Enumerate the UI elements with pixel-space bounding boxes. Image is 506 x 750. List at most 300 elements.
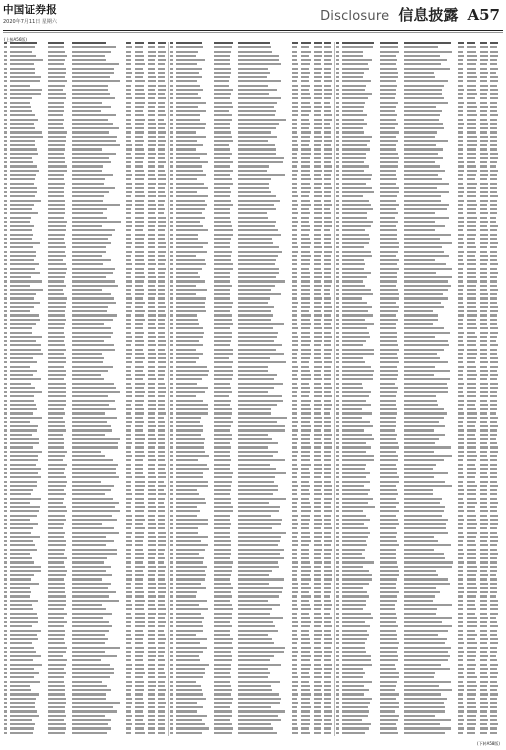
- table-cell: [301, 361, 309, 363]
- masthead: [0, 0, 506, 30]
- table-cell: [480, 157, 488, 159]
- table-cell: [158, 400, 165, 402]
- table-cell: [72, 498, 113, 500]
- table-cell: [238, 285, 275, 287]
- table-cell: [148, 280, 156, 282]
- table-cell: [4, 131, 7, 133]
- table-cell: [48, 102, 64, 104]
- table-cell: [4, 293, 7, 295]
- table-cell: [301, 323, 310, 325]
- table-cell: [467, 212, 476, 214]
- table-cell: [170, 706, 173, 708]
- table-cell: [158, 425, 165, 427]
- table-cell: [72, 489, 111, 491]
- table-cell: [214, 153, 232, 155]
- table-cell: [380, 681, 397, 683]
- table-cell: [126, 421, 132, 423]
- table-cell: [480, 370, 487, 372]
- table-cell: [135, 293, 144, 295]
- table-cell: [135, 153, 145, 155]
- table-cell: [324, 251, 332, 253]
- table-cell: [480, 719, 488, 721]
- table-cell: [176, 655, 199, 657]
- table-cell: [342, 221, 373, 223]
- table-cell: [72, 238, 108, 240]
- table-cell: [72, 515, 112, 517]
- table-cell: [314, 400, 321, 402]
- table-cell: [10, 208, 31, 210]
- table-cell: [324, 710, 332, 712]
- table-cell: [238, 395, 282, 397]
- table-cell: [158, 336, 165, 338]
- table-cell: [480, 323, 487, 325]
- table-cell: [404, 85, 444, 87]
- table-cell: [126, 242, 132, 244]
- table-cell: [238, 608, 272, 610]
- table-cell: [380, 97, 396, 99]
- table-cell: [301, 310, 309, 312]
- table-cell: [158, 76, 165, 78]
- table-cell: [404, 510, 444, 512]
- table-cell: [126, 553, 132, 555]
- table-cell: [480, 561, 488, 563]
- table-cell: [126, 225, 132, 227]
- table-row: [170, 732, 332, 736]
- table-cell: [301, 625, 310, 627]
- table-cell: [135, 608, 144, 610]
- table-cell: [314, 702, 321, 704]
- table-cell: [490, 374, 498, 376]
- table-cell: [72, 140, 116, 142]
- table-cell: [324, 59, 331, 61]
- table-cell: [4, 634, 7, 636]
- table-cell: [301, 566, 311, 568]
- table-cell: [336, 46, 339, 48]
- table-cell: [467, 361, 475, 363]
- table-cell: [404, 136, 434, 138]
- table-cell: [48, 161, 65, 163]
- table-cell: [458, 672, 464, 674]
- table-cell: [238, 195, 276, 197]
- table-cell: [380, 459, 399, 461]
- table-cell: [48, 472, 64, 474]
- table-cell: [490, 51, 498, 53]
- table-cell: [301, 327, 310, 329]
- table-cell: [458, 685, 464, 687]
- table-cell: [314, 715, 321, 717]
- table-cell: [342, 106, 364, 108]
- table-cell: [314, 693, 322, 695]
- table-cell: [170, 442, 173, 444]
- table-cell: [467, 178, 475, 180]
- table-cell: [10, 417, 42, 419]
- table-cell: [10, 114, 35, 116]
- table-cell: [336, 727, 339, 729]
- table-cell: [10, 489, 32, 491]
- table-cell: [214, 161, 233, 163]
- table-cell: [238, 655, 274, 657]
- table-cell: [4, 246, 7, 248]
- table-cell: [404, 42, 451, 44]
- table-cell: [404, 595, 435, 597]
- table-cell: [10, 46, 35, 48]
- table-cell: [72, 651, 105, 653]
- table-cell: [72, 693, 106, 695]
- table-cell: [148, 536, 156, 538]
- table-cell: [48, 549, 65, 551]
- table-cell: [148, 59, 155, 61]
- table-cell: [72, 664, 110, 666]
- table-cell: [490, 55, 498, 57]
- table-cell: [135, 136, 143, 138]
- table-cell: [292, 332, 298, 334]
- table-cell: [324, 289, 331, 291]
- table-cell: [170, 238, 173, 240]
- table-cell: [126, 153, 132, 155]
- table-cell: [314, 302, 321, 304]
- table-cell: [467, 234, 476, 236]
- table-cell: [170, 72, 173, 74]
- table-cell: [336, 621, 339, 623]
- table-cell: [4, 366, 7, 368]
- table-cell: [458, 361, 463, 363]
- table-cell: [158, 595, 165, 597]
- table-cell: [404, 412, 447, 414]
- table-cell: [342, 723, 370, 725]
- table-cell: [467, 187, 476, 189]
- table-cell: [314, 557, 321, 559]
- table-cell: [170, 672, 173, 674]
- table-cell: [301, 549, 309, 551]
- table-cell: [238, 51, 272, 53]
- table-cell: [292, 638, 298, 640]
- table-cell: [380, 455, 398, 457]
- table-cell: [126, 131, 132, 133]
- table-cell: [458, 387, 464, 389]
- table-cell: [148, 570, 156, 572]
- table-cell: [238, 464, 270, 466]
- table-cell: [135, 655, 143, 657]
- table-cell: [4, 502, 7, 504]
- table-cell: [458, 165, 464, 167]
- table-cell: [10, 344, 41, 346]
- table-cell: [324, 165, 332, 167]
- table-cell: [490, 438, 497, 440]
- table-cell: [301, 672, 309, 674]
- table-cell: [48, 251, 65, 253]
- table-cell: [301, 634, 309, 636]
- table-cell: [135, 613, 145, 615]
- table-cell: [238, 630, 278, 632]
- table-cell: [170, 297, 173, 299]
- table-cell: [176, 387, 208, 389]
- table-cell: [404, 485, 452, 487]
- table-cell: [158, 306, 166, 308]
- table-cell: [158, 136, 165, 138]
- table-cell: [314, 429, 321, 431]
- table-cell: [314, 85, 322, 87]
- table-cell: [158, 361, 166, 363]
- table-cell: [314, 157, 321, 159]
- table-cell: [4, 698, 7, 700]
- table-cell: [467, 378, 476, 380]
- table-cell: [148, 276, 155, 278]
- table-cell: [148, 468, 155, 470]
- table-cell: [324, 242, 331, 244]
- table-cell: [10, 268, 34, 270]
- table-row: [336, 732, 498, 736]
- table-cell: [342, 131, 363, 133]
- table-cell: [214, 723, 232, 725]
- table-cell: [342, 613, 370, 615]
- table-cell: [342, 578, 371, 580]
- table-cell: [480, 523, 488, 525]
- table-cell: [292, 246, 298, 248]
- table-cell: [490, 191, 497, 193]
- table-cell: [490, 655, 497, 657]
- table-cell: [301, 578, 310, 580]
- table-cell: [324, 119, 332, 121]
- table-cell: [324, 668, 332, 670]
- table-cell: [301, 604, 309, 606]
- table-cell: [72, 89, 108, 91]
- column-divider: [168, 42, 169, 736]
- table-cell: [292, 617, 297, 619]
- table-cell: [4, 268, 7, 270]
- table-cell: [292, 587, 298, 589]
- table-cell: [490, 234, 497, 236]
- table-cell: [467, 578, 475, 580]
- table-cell: [467, 634, 477, 636]
- table-cell: [292, 85, 298, 87]
- table-cell: [458, 148, 464, 150]
- table-cell: [176, 153, 207, 155]
- table-cell: [380, 727, 397, 729]
- table-cell: [490, 404, 497, 406]
- table-cell: [126, 229, 131, 231]
- table-cell: [380, 170, 396, 172]
- table-cell: [4, 46, 7, 48]
- table-cell: [10, 72, 35, 74]
- table-cell: [301, 191, 309, 193]
- table-cell: [176, 89, 203, 91]
- table-cell: [176, 183, 204, 185]
- table-cell: [48, 76, 65, 78]
- table-cell: [490, 446, 498, 448]
- table-cell: [490, 659, 497, 661]
- table-cell: [135, 506, 144, 508]
- table-cell: [380, 123, 398, 125]
- table-cell: [4, 285, 7, 287]
- table-cell: [48, 459, 64, 461]
- table-cell: [458, 263, 464, 265]
- table-cell: [148, 68, 155, 70]
- table-cell: [4, 617, 7, 619]
- table-cell: [72, 506, 115, 508]
- table-cell: [404, 604, 452, 606]
- table-cell: [324, 502, 331, 504]
- table-cell: [336, 583, 339, 585]
- table-cell: [467, 42, 475, 44]
- table-cell: [10, 212, 38, 214]
- table-cell: [148, 127, 156, 129]
- table-cell: [324, 515, 331, 517]
- table-cell: [170, 408, 173, 410]
- table-cell: [135, 642, 143, 644]
- table-cell: [214, 263, 233, 265]
- table-cell: [467, 323, 476, 325]
- table-cell: [467, 617, 477, 619]
- table-cell: [72, 200, 103, 202]
- table-cell: [336, 672, 339, 674]
- table-cell: [170, 693, 173, 695]
- table-cell: [324, 672, 331, 674]
- table-cell: [314, 481, 322, 483]
- table-cell: [490, 698, 497, 700]
- table-cell: [490, 238, 497, 240]
- table-cell: [126, 400, 132, 402]
- table-cell: [48, 617, 65, 619]
- table-cell: [48, 464, 67, 466]
- table-cell: [301, 357, 310, 359]
- table-cell: [292, 404, 298, 406]
- table-cell: [336, 234, 339, 236]
- table-cell: [148, 434, 155, 436]
- table-cell: [135, 668, 144, 670]
- table-cell: [342, 668, 363, 670]
- table-cell: [158, 613, 166, 615]
- table-cell: [135, 280, 144, 282]
- table-cell: [238, 327, 273, 329]
- table-cell: [480, 263, 487, 265]
- table-cell: [490, 263, 498, 265]
- table-cell: [176, 532, 197, 534]
- table-cell: [170, 46, 173, 48]
- table-cell: [490, 225, 498, 227]
- section-title-cn: 信息披露: [398, 6, 459, 24]
- table-cell: [48, 123, 64, 125]
- table-cell: [324, 506, 331, 508]
- table-cell: [480, 429, 488, 431]
- table-cell: [135, 685, 144, 687]
- table-cell: [490, 319, 497, 321]
- table-cell: [148, 715, 155, 717]
- table-cell: [126, 280, 132, 282]
- table-cell: [214, 574, 232, 576]
- table-cell: [135, 634, 144, 636]
- table-cell: [314, 319, 321, 321]
- table-cell: [480, 400, 487, 402]
- table-cell: [404, 217, 449, 219]
- table-cell: [324, 319, 332, 321]
- table-cell: [458, 383, 464, 385]
- table-cell: [135, 574, 144, 576]
- table-cell: [148, 472, 155, 474]
- table-cell: [170, 165, 173, 167]
- table-cell: [336, 570, 339, 572]
- table-cell: [480, 85, 488, 87]
- table-cell: [10, 238, 31, 240]
- table-cell: [490, 323, 497, 325]
- table-cell: [72, 719, 111, 721]
- table-cell: [10, 272, 40, 274]
- table-cell: [126, 510, 131, 512]
- table-cell: [176, 702, 197, 704]
- table-cell: [336, 489, 339, 491]
- table-cell: [490, 710, 498, 712]
- table-cell: [48, 302, 66, 304]
- table-cell: [126, 251, 132, 253]
- table-cell: [176, 97, 201, 99]
- table-cell: [490, 608, 498, 610]
- table-cell: [4, 357, 7, 359]
- table-cell: [490, 425, 498, 427]
- table-cell: [301, 63, 310, 65]
- table-cell: [176, 668, 205, 670]
- table-cell: [10, 383, 31, 385]
- table-cell: [135, 600, 144, 602]
- table-cell: [238, 217, 268, 219]
- table-cell: [214, 276, 231, 278]
- table-cell: [380, 566, 399, 568]
- table-cell: [176, 268, 202, 270]
- table-cell: [72, 332, 113, 334]
- table-cell: [490, 672, 498, 674]
- table-cell: [214, 114, 232, 116]
- table-cell: [490, 561, 497, 563]
- table-cell: [48, 719, 65, 721]
- table-cell: [490, 429, 497, 431]
- table-cell: [135, 204, 144, 206]
- table-cell: [380, 344, 398, 346]
- table-cell: [158, 263, 165, 265]
- table-cell: [292, 383, 298, 385]
- table-cell: [336, 327, 339, 329]
- table-cell: [72, 446, 118, 448]
- table-cell: [238, 536, 281, 538]
- table-cell: [467, 630, 475, 632]
- table-cell: [176, 493, 198, 495]
- table-cell: [10, 446, 32, 448]
- table-cell: [48, 561, 64, 563]
- table-cell: [458, 719, 464, 721]
- table-cell: [380, 676, 399, 678]
- table-cell: [135, 89, 144, 91]
- table-cell: [158, 651, 165, 653]
- table-cell: [126, 68, 131, 70]
- table-cell: [458, 489, 464, 491]
- table-cell: [158, 519, 165, 521]
- table-cell: [480, 195, 488, 197]
- table-cell: [72, 55, 105, 57]
- table-cell: [148, 583, 156, 585]
- table-cell: [214, 123, 230, 125]
- table-cell: [214, 472, 233, 474]
- table-cell: [48, 59, 65, 61]
- table-cell: [342, 208, 372, 210]
- table-cell: [4, 532, 7, 534]
- table-cell: [238, 136, 277, 138]
- table-cell: [126, 357, 131, 359]
- table-cell: [10, 438, 39, 440]
- table-cell: [480, 421, 487, 423]
- table-cell: [48, 378, 64, 380]
- table-cell: [467, 51, 476, 53]
- table-cell: [490, 272, 498, 274]
- table-cell: [214, 519, 230, 521]
- table-cell: [324, 429, 331, 431]
- table-cell: [301, 617, 310, 619]
